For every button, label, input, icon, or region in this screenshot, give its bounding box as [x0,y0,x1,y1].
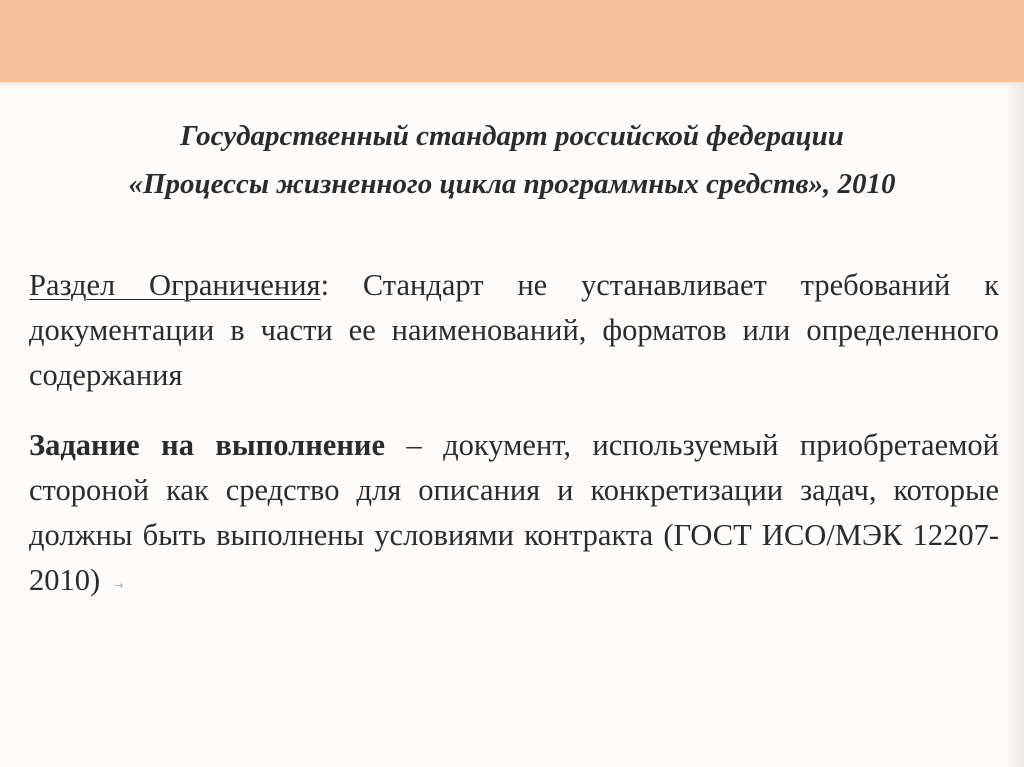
limitations-section-link[interactable]: Раздел Ограничения [29,268,321,302]
task-definition-term: Задание на выполнение [29,428,386,462]
limitations-paragraph [29,263,999,398]
arrow-right-icon[interactable]: → [114,579,124,592]
task-definition-paragraph [29,423,999,608]
slide-right-border [1006,82,1024,767]
slide-title [20,112,1004,208]
slide-title-line-1: Государственный стандарт российской федерации [180,120,844,152]
slide-title-line-2: «Процессы жизненного цикла программных средств», 2010 [128,168,896,200]
header-band [0,0,1024,82]
limitations-separator: : [320,268,330,302]
task-definition-text: – документ, используемый приобретаемой стороной как средство для описания и конкретизации задач, которые должны быть выполнены условиями контракта (ГОСТ ИСО/МЭК 12207-2010) [29,428,999,597]
limitations-text: Стандарт не устанавливает требований к документации в части ее наименований, форматов или определенного содержания [29,268,999,392]
header-band-shadow [0,82,1024,88]
